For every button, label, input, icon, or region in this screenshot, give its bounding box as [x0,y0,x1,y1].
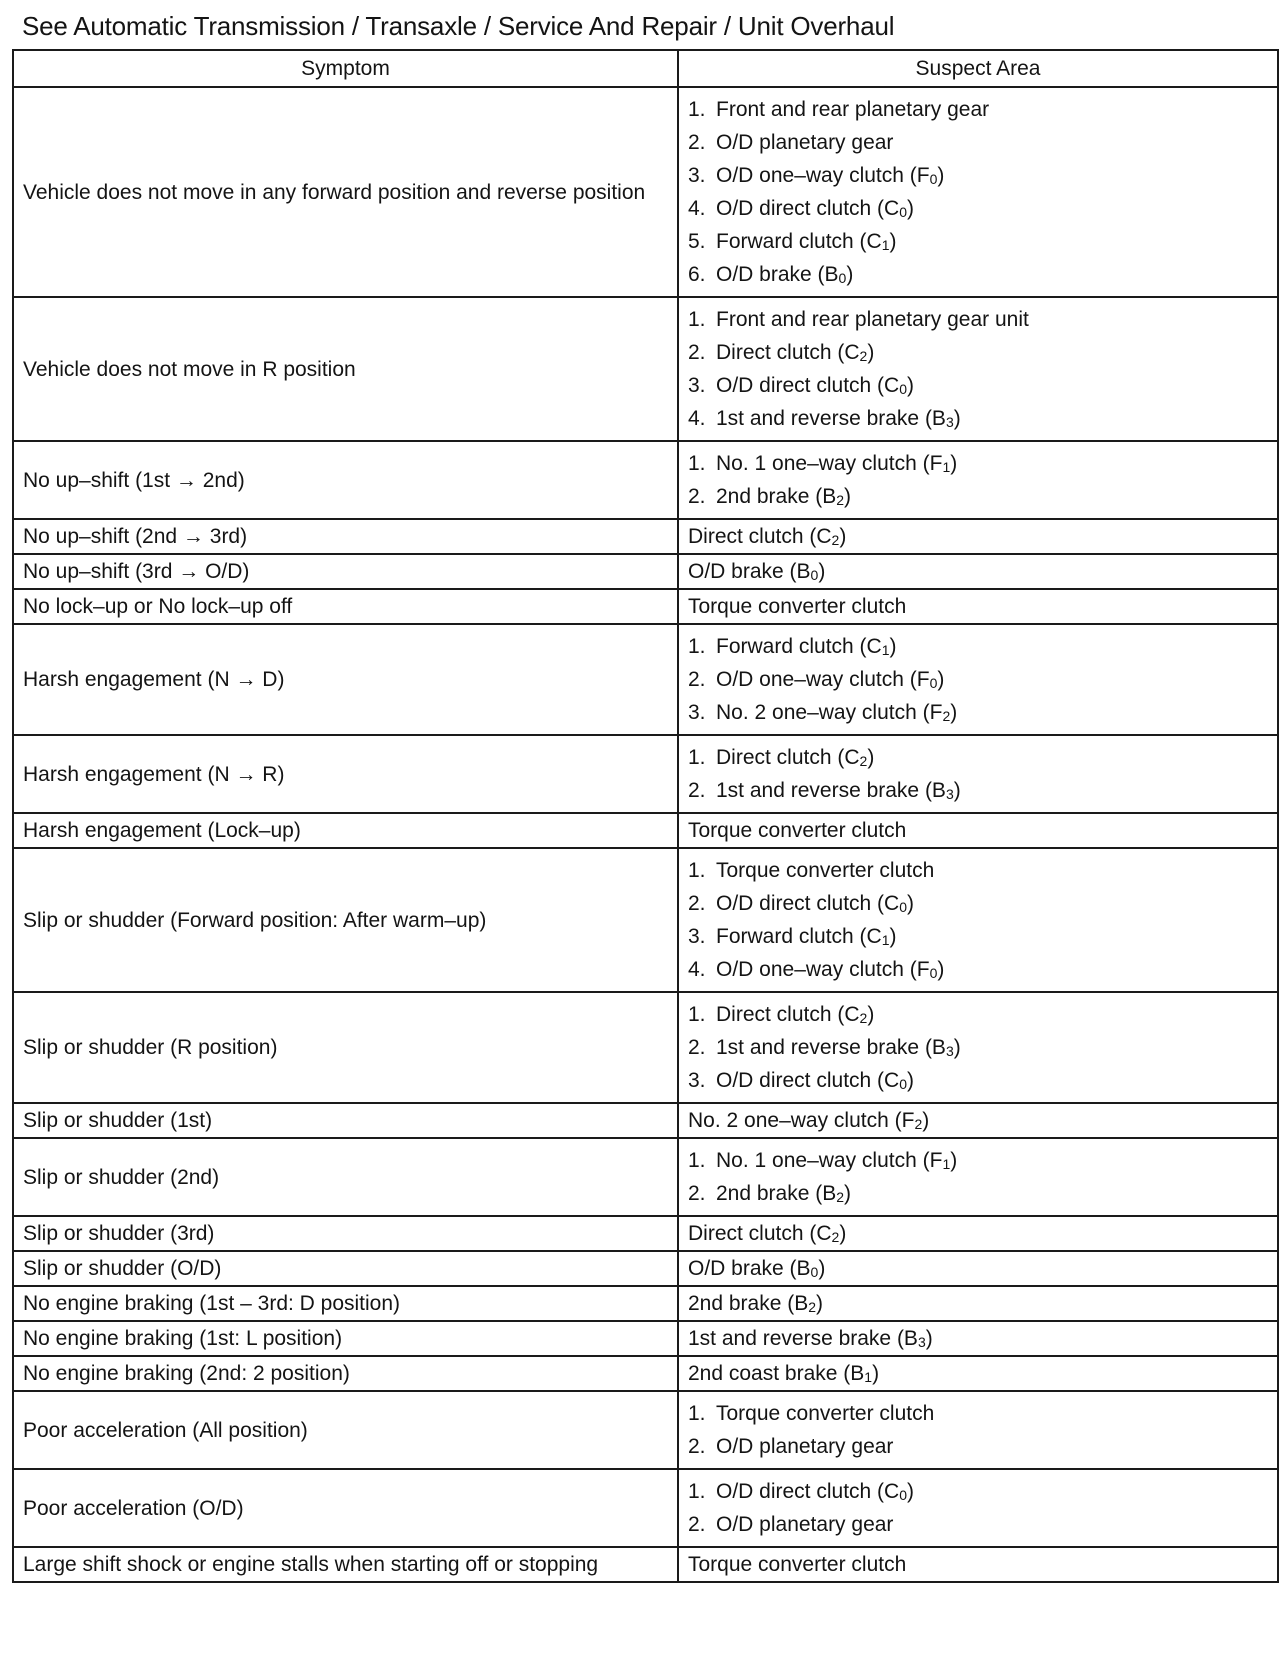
item-number: 2. [688,341,706,364]
suspect-item-text: Torque converter clutch [688,819,907,842]
reference-heading: See Automatic Transmission / Transaxle / Service And Repair / Unit Overhaul [22,11,895,41]
suspect-item [688,1217,1269,1250]
item-number: 4. [688,958,706,981]
suspect-item [688,258,1269,291]
suspect-area-cell [678,1391,1278,1469]
suspect-item [688,1322,1269,1355]
item-number: 6. [688,263,706,286]
suspect-item-text: O/D brake $(B_0)$ [716,263,854,286]
item-number: 2. [688,668,706,691]
table-row [13,848,1278,992]
suspect-item [688,1475,1269,1508]
item-number: 1. [688,746,706,769]
table-row [13,554,1278,589]
suspect-item-text: Forward clutch $(C_1)$ [716,925,897,948]
symptom-cell: Slip or shudder (O/D) [13,1251,678,1286]
item-number: 1. [688,98,706,121]
suspect-item-text: O/D planetary gear [716,1513,894,1536]
suspect-item [688,663,1269,696]
suspect-item-text: 2nd coast brake $(B_1)$ [688,1362,880,1385]
table-row [13,992,1278,1103]
symptom-cell: No engine braking (1st – 3rd: D position) [13,1286,678,1321]
symptom-table [12,49,1279,1583]
suspect-item-text: 1st and reverse brake $(B_3)$ [716,407,961,430]
suspect-item [688,1104,1269,1137]
suspect-item [688,520,1269,553]
suspect-item-text: Torque converter clutch [688,595,907,618]
suspect-item [688,1548,1269,1581]
suspect-item [688,1430,1269,1463]
suspect-item-text: Direct clutch $(C_2)$ [716,1003,875,1026]
suspect-item [688,1287,1269,1320]
suspect-item [688,1177,1269,1210]
table-body [13,87,1278,1582]
symptom-cell: Harsh engagement (N → D) [13,624,678,735]
suspect-area-cell [678,624,1278,735]
suspect-item [688,447,1269,480]
suspect-item [688,590,1269,623]
suspect-item-text: O/D one–way clutch $(F_0)$ [716,958,945,981]
suspect-item-text: Direct clutch $(C_2)$ [716,341,875,364]
suspect-item-text: 2nd brake $(B_2)$ [688,1292,824,1315]
table-row [13,1216,1278,1251]
suspect-item-text: No. 2 one–way clutch $(F_2)$ [716,701,958,724]
table-row [13,1356,1278,1391]
item-number: 2. [688,892,706,915]
suspect-item [688,953,1269,986]
suspect-item [688,774,1269,807]
symptom-cell: Harsh engagement (N → R) [13,735,678,813]
suspect-item [688,1031,1269,1064]
table-row [13,1547,1278,1582]
symptom-cell: Vehicle does not move in any forward position and reverse position [13,87,678,297]
item-number: 2. [688,131,706,154]
suspect-area-cell [678,1547,1278,1582]
suspect-item [688,741,1269,774]
suspect-area-cell [678,1356,1278,1391]
suspect-item [688,402,1269,435]
column-header-symptom: Symptom [13,50,678,87]
suspect-area-cell [678,441,1278,519]
suspect-item [688,1397,1269,1430]
suspect-item-text: Torque converter clutch [688,1553,907,1576]
suspect-item-text: Front and rear planetary gear [716,98,990,121]
suspect-item [688,1508,1269,1541]
suspect-area-cell [678,1469,1278,1547]
table-row [13,297,1278,441]
suspect-item [688,1144,1269,1177]
suspect-area-cell [678,554,1278,589]
item-number: 1. [688,1480,706,1503]
symptom-cell: Slip or shudder (Forward position: After warm–up) [13,848,678,992]
suspect-item [688,1252,1269,1285]
symptom-cell: No engine braking (2nd: 2 position) [13,1356,678,1391]
table-row [13,87,1278,297]
suspect-item-text: O/D direct clutch $(C_0)$ [716,374,915,397]
item-number: 2. [688,1036,706,1059]
symptom-cell: Poor acceleration (O/D) [13,1469,678,1547]
suspect-area-cell [678,735,1278,813]
suspect-item-text: Direct clutch $(C_2)$ [688,1222,847,1245]
suspect-item [688,225,1269,258]
item-number: 4. [688,197,706,220]
suspect-item-text: 2nd brake $(B_2)$ [716,485,852,508]
item-number: 1. [688,1149,706,1172]
suspect-item-text: O/D direct clutch $(C_0)$ [716,892,915,915]
symptom-cell: No up–shift (2nd → 3rd) [13,519,678,554]
suspect-item-text: Forward clutch $(C_1)$ [716,635,897,658]
suspect-area-cell [678,992,1278,1103]
item-number: 1. [688,1003,706,1026]
suspect-item-text: Torque converter clutch [716,1402,935,1425]
suspect-item [688,126,1269,159]
suspect-item-text: No. 1 one–way clutch $(F_1)$ [716,452,958,475]
symptom-cell: Poor acceleration (All position) [13,1391,678,1469]
suspect-area-cell [678,87,1278,297]
item-number: 4. [688,407,706,430]
item-number: 3. [688,164,706,187]
symptom-cell: Harsh engagement (Lock–up) [13,813,678,848]
suspect-item [688,192,1269,225]
item-number: 3. [688,374,706,397]
item-number: 3. [688,1069,706,1092]
suspect-item [688,998,1269,1031]
suspect-item-text: Direct clutch $(C_2)$ [688,525,847,548]
symptom-cell: Slip or shudder (1st) [13,1103,678,1138]
table-row [13,441,1278,519]
suspect-item-text: 2nd brake $(B_2)$ [716,1182,852,1205]
symptom-cell: No lock–up or No lock–up off [13,589,678,624]
suspect-item-text: O/D direct clutch $(C_0)$ [716,197,915,220]
suspect-item-text: Forward clutch $(C_1)$ [716,230,897,253]
item-number: 2. [688,1182,706,1205]
table-row [13,1469,1278,1547]
suspect-item-text: O/D direct clutch $(C_0)$ [716,1069,915,1092]
suspect-area-cell [678,848,1278,992]
item-number: 2. [688,1435,706,1458]
suspect-item-text: O/D planetary gear [716,131,894,154]
symptom-cell: Slip or shudder (2nd) [13,1138,678,1216]
suspect-area-cell [678,1251,1278,1286]
item-number: 1. [688,635,706,658]
suspect-item [688,854,1269,887]
suspect-item-text: Direct clutch $(C_2)$ [716,746,875,769]
table-row [13,624,1278,735]
suspect-item [688,369,1269,402]
suspect-item [688,555,1269,588]
symptom-cell: No engine braking (1st: L position) [13,1321,678,1356]
table-row [13,1286,1278,1321]
item-number: 2. [688,1513,706,1536]
suspect-item-text: O/D one–way clutch $(F_0)$ [716,668,945,691]
suspect-item-text: Torque converter clutch [716,859,935,882]
item-number: 2. [688,779,706,802]
table-row [13,519,1278,554]
suspect-item-text: 1st and reverse brake $(B_3)$ [716,1036,961,1059]
suspect-item-text: 1st and reverse brake $(B_3)$ [688,1327,933,1350]
table-row [13,1391,1278,1469]
suspect-item [688,303,1269,336]
table-row [13,1103,1278,1138]
suspect-item-text: O/D direct clutch $(C_0)$ [716,1480,915,1503]
table-row [13,1138,1278,1216]
suspect-area-cell [678,1103,1278,1138]
table-header-row [13,50,1278,87]
suspect-item [688,1064,1269,1097]
suspect-area-cell [678,589,1278,624]
table-row [13,589,1278,624]
suspect-item [688,93,1269,126]
suspect-area-cell [678,1216,1278,1251]
symptom-cell: Slip or shudder (3rd) [13,1216,678,1251]
suspect-item-text: No. 2 one–way clutch $(F_2)$ [688,1109,930,1132]
suspect-item [688,887,1269,920]
suspect-item-text: O/D planetary gear [716,1435,894,1458]
suspect-item-text: O/D brake $(B_0)$ [688,560,826,583]
item-number: 1. [688,452,706,475]
suspect-area-cell [678,519,1278,554]
suspect-item-text: O/D brake $(B_0)$ [688,1257,826,1280]
suspect-area-cell [678,297,1278,441]
suspect-item [688,696,1269,729]
table-row [13,735,1278,813]
item-number: 1. [688,859,706,882]
suspect-item [688,920,1269,953]
suspect-item-text: No. 1 one–way clutch $(F_1)$ [716,1149,958,1172]
item-number: 2. [688,485,706,508]
suspect-area-cell [678,813,1278,848]
suspect-item [688,336,1269,369]
item-number: 3. [688,701,706,724]
suspect-area-cell [678,1286,1278,1321]
symptom-cell: Slip or shudder (R position) [13,992,678,1103]
suspect-item-text: 1st and reverse brake $(B_3)$ [716,779,961,802]
suspect-item-text: Front and rear planetary gear unit [716,308,1029,331]
suspect-item [688,1357,1269,1390]
column-header-suspect-area: Suspect Area [678,50,1278,87]
suspect-area-cell [678,1321,1278,1356]
symptom-cell: No up–shift (3rd → O/D) [13,554,678,589]
suspect-item [688,480,1269,513]
suspect-item [688,814,1269,847]
item-number: 5. [688,230,706,253]
suspect-item [688,159,1269,192]
table-row [13,1251,1278,1286]
suspect-item-text: O/D one–way clutch $(F_0)$ [716,164,945,187]
suspect-item [688,630,1269,663]
item-number: 1. [688,308,706,331]
table-row [13,1321,1278,1356]
symptom-cell: Large shift shock or engine stalls when starting off or stopping [13,1547,678,1582]
item-number: 1. [688,1402,706,1425]
symptom-cell: Vehicle does not move in R position [13,297,678,441]
symptom-cell: No up–shift (1st → 2nd) [13,441,678,519]
item-number: 3. [688,925,706,948]
table-row [13,813,1278,848]
suspect-area-cell [678,1138,1278,1216]
